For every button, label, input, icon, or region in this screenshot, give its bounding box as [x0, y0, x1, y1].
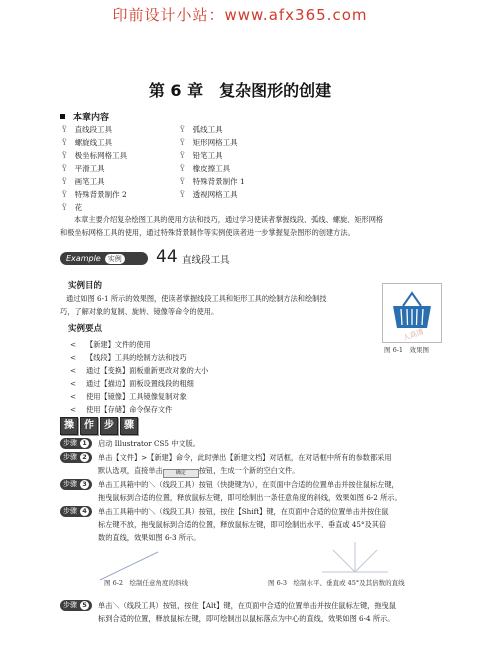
purpose-paragraph	[60, 292, 370, 318]
figure-6-1	[382, 283, 442, 343]
chapter-title: 第 6 章 复杂图形的创建	[148, 81, 332, 100]
purpose-heading: 实例目的	[68, 281, 103, 291]
contents-heading-text: 本章内容	[73, 113, 110, 123]
step-text: 单击工具箱中的＼（线段工具）按钮（快捷键为\），在页面中合适的位置单击并按住鼠标左键， 拖曳鼠标到合适的位置，释放鼠标左键，即可绘制出一条任意角度的斜线，效果如图 6-2 所示。	[98, 480, 402, 502]
shopping-basket-icon	[383, 284, 441, 342]
contents-heading	[60, 110, 109, 123]
contents-item: 弧线工具	[192, 125, 223, 134]
step-text: 单击【文件】>【新建】命令，此时弹出【新建文档】对话框，在对话框中所有的参数都采用 默认选项，直接单击 确定 按钮，生成一个新的空白文件。	[98, 453, 392, 476]
contents-item: 特殊背景制作 1	[192, 177, 245, 186]
point-item: < 使用【存储】命令保存文件	[70, 405, 173, 414]
contents-item: 花	[74, 203, 83, 212]
point-item: < 【新建】文件的使用	[70, 340, 151, 349]
intro-line: 和极坐标网格工具的使用，通过特殊背景制作等实例使读者进一步掌握复杂图形的创建方法。	[60, 228, 355, 237]
purpose-line: 巧，了解对象的复制、旋转、镜像等命令的使用。	[60, 307, 219, 316]
contents-item: 铅笔工具	[192, 151, 223, 160]
figure-6-3-caption: 图 6-3 绘制水平、垂直或 45°及其倍数的直线	[268, 579, 405, 587]
contents-row: Ÿ 直线段工具 Ÿ 弧线工具	[62, 125, 223, 134]
points-list	[70, 338, 208, 416]
contents-row: Ÿ 画笔工具 Ÿ 特殊背景制作 1	[62, 177, 245, 186]
contents-item: 画笔工具	[74, 177, 105, 186]
ops-char: 操	[60, 417, 78, 435]
diagonal-line	[100, 552, 158, 580]
step-text: 启动 Illustrator CS5 中文版。	[98, 439, 200, 448]
contents-row: Ÿ 螺旋线工具 Ÿ 矩形网格工具	[62, 138, 238, 147]
example-number: 44	[156, 247, 178, 267]
step-badge: 步骤 1	[60, 438, 92, 449]
step-badge: 步骤 2	[60, 452, 92, 463]
contents-item: 极坐标网格工具	[74, 151, 128, 160]
contents-row: Ÿ 极坐标网格工具 Ÿ 铅笔工具	[62, 151, 223, 160]
point-item: < 通过【变换】面板重新更改对象的大小	[70, 366, 209, 375]
square-bullet-icon	[60, 114, 65, 119]
contents-item: 透视网格工具	[192, 190, 238, 199]
watermark: 印前设计小站：www.afx365.com	[112, 6, 368, 24]
contents-item: 螺旋线工具	[74, 138, 113, 147]
point-item: < 使用【镜像】工具镜像复制对象	[70, 392, 187, 401]
example-title: 直线段工具	[182, 255, 230, 266]
contents-item: 平滑工具	[74, 164, 105, 173]
purpose-line: 通过如图 6-1 所示的效果图，使读者掌握线段工具和矩形工具的绘制方法和绘制技	[66, 294, 327, 303]
contents-row: Ÿ 花	[62, 203, 83, 212]
step-badge: 步骤 3	[60, 479, 92, 490]
figure-6-1-caption: 图 6-1 效果图	[384, 346, 430, 354]
contents-item: 橡皮擦工具	[192, 164, 231, 173]
step-badge: 步骤 4	[60, 506, 92, 517]
contents-item: 矩形网格工具	[192, 138, 238, 147]
step-badge: 步骤 5	[60, 600, 92, 611]
ok-button: 确定	[163, 469, 199, 478]
step-text: 单击工具箱中的＼（线段工具）按钮，按住【Shift】键，在页面中合适的位置单击并按住鼠 标左键不放，拖曳鼠标到合适的位置，释放鼠标左键，即可绘制出水平、垂直或 45°及其倍 数的直线，效果如图 6-3 所示。	[98, 507, 389, 542]
point-item: < 通过【描边】面板设置线段的粗细	[70, 379, 194, 388]
points-heading: 实例要点	[68, 324, 103, 334]
figure-6-2-caption: 图 6-2 绘制任意角度的斜线	[104, 579, 189, 587]
constrained-lines	[322, 542, 388, 572]
step-text: 单击＼（线段工具）按钮，按住【Alt】键，在页面中合适的位置单击并按住鼠标左键，拖曳鼠 标到合适的位置，释放鼠标左键，即可绘制出以鼠标落点为中心的直线，效果如图 6-4 所示。	[98, 601, 396, 623]
operation-steps-heading	[60, 413, 140, 435]
intro-line: 本章主要介绍复杂绘图工具的使用方法和技巧，通过学习使读者掌握线段、弧线、螺旋、矩形网格	[74, 215, 384, 224]
contents-item: 特殊背景制作 2	[74, 190, 127, 199]
ops-char: 骤	[120, 417, 138, 435]
ops-char: 作	[80, 417, 98, 435]
contents-list	[62, 123, 342, 214]
ops-char: 步	[100, 417, 118, 435]
contents-row: Ÿ 特殊背景制作 2 Ÿ 透视网格工具	[62, 190, 238, 199]
example-badge: Example 实例	[60, 252, 148, 265]
contents-row: Ÿ 平滑工具 Ÿ 橡皮擦工具	[62, 164, 231, 173]
figure-stamp: 人高清	[402, 327, 425, 342]
intro-paragraph	[60, 213, 430, 239]
contents-item: 直线段工具	[74, 125, 113, 134]
point-item: < 【线段】工具的绘制方法和技巧	[70, 353, 187, 362]
